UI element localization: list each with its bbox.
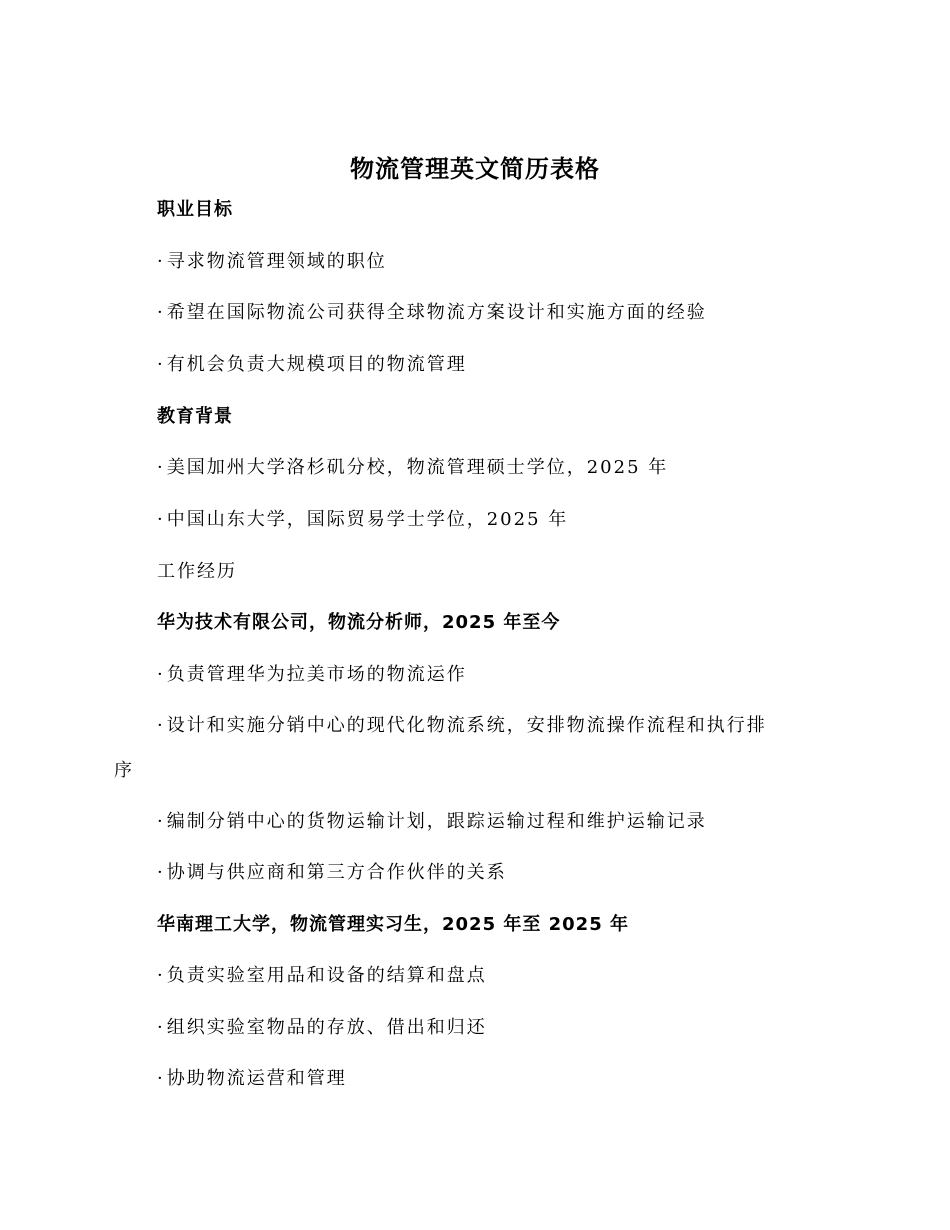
bullet-icon: · — [157, 715, 165, 736]
bullet-icon: · — [157, 664, 165, 685]
list-item — [157, 713, 837, 739]
list-item-text: 负责管理华为拉美市场的物流运作 — [166, 664, 467, 685]
bullet-icon: · — [157, 354, 165, 375]
bullet-icon: · — [157, 302, 165, 323]
list-item — [157, 963, 837, 989]
list-item-text: 希望在国际物流公司获得全球物流方案设计和实施方面的经验 — [166, 302, 707, 323]
bullet-icon: · — [157, 965, 165, 986]
list-item — [157, 455, 837, 481]
page-title: 物流管理英文简历表格 — [350, 155, 600, 183]
list-item-continuation: 序 — [114, 760, 134, 781]
list-item-text: 寻求物流管理领域的职位 — [166, 251, 387, 272]
list-item — [157, 507, 837, 533]
list-item — [157, 1015, 837, 1041]
bullet-icon: · — [157, 457, 165, 478]
list-item-text: 美国加州大学洛杉矶分校，物流管理硕士学位，2025 年 — [166, 457, 669, 478]
bullet-icon: · — [157, 811, 165, 832]
list-item-text: 中国山东大学，国际贸易学士学位，2025 年 — [166, 509, 569, 530]
list-item — [157, 249, 837, 275]
list-item — [157, 1066, 837, 1092]
list-item-text: 组织实验室物品的存放、借出和归还 — [166, 1017, 487, 1038]
list-item — [157, 860, 837, 886]
list-item-text: 协助物流运营和管理 — [166, 1068, 347, 1089]
section-heading-objective: 职业目标 — [157, 199, 233, 220]
list-item — [157, 809, 837, 835]
list-item-text: 编制分销中心的货物运输计划，跟踪运输过程和维护运输记录 — [166, 811, 707, 832]
list-item-text: 协调与供应商和第三方合作伙伴的关系 — [166, 862, 507, 883]
bullet-icon: · — [157, 862, 165, 883]
list-item — [157, 352, 837, 378]
section-heading-education: 教育背景 — [157, 406, 233, 427]
list-item-text: 设计和实施分销中心的现代化物流系统，安排物流操作流程和执行排 — [166, 715, 767, 736]
list-item — [157, 300, 837, 326]
section-heading-experience: 工作经历 — [157, 561, 237, 582]
job-title: 华南理工大学，物流管理实习生，2025 年至 2025 年 — [157, 914, 629, 935]
list-item — [157, 662, 837, 688]
list-item-text: 有机会负责大规模项目的物流管理 — [166, 354, 467, 375]
bullet-icon: · — [157, 509, 165, 530]
job-title: 华为技术有限公司，物流分析师，2025 年至今 — [157, 612, 561, 633]
bullet-icon: · — [157, 251, 165, 272]
bullet-icon: · — [157, 1068, 165, 1089]
list-item-text: 负责实验室用品和设备的结算和盘点 — [166, 965, 487, 986]
bullet-icon: · — [157, 1017, 165, 1038]
